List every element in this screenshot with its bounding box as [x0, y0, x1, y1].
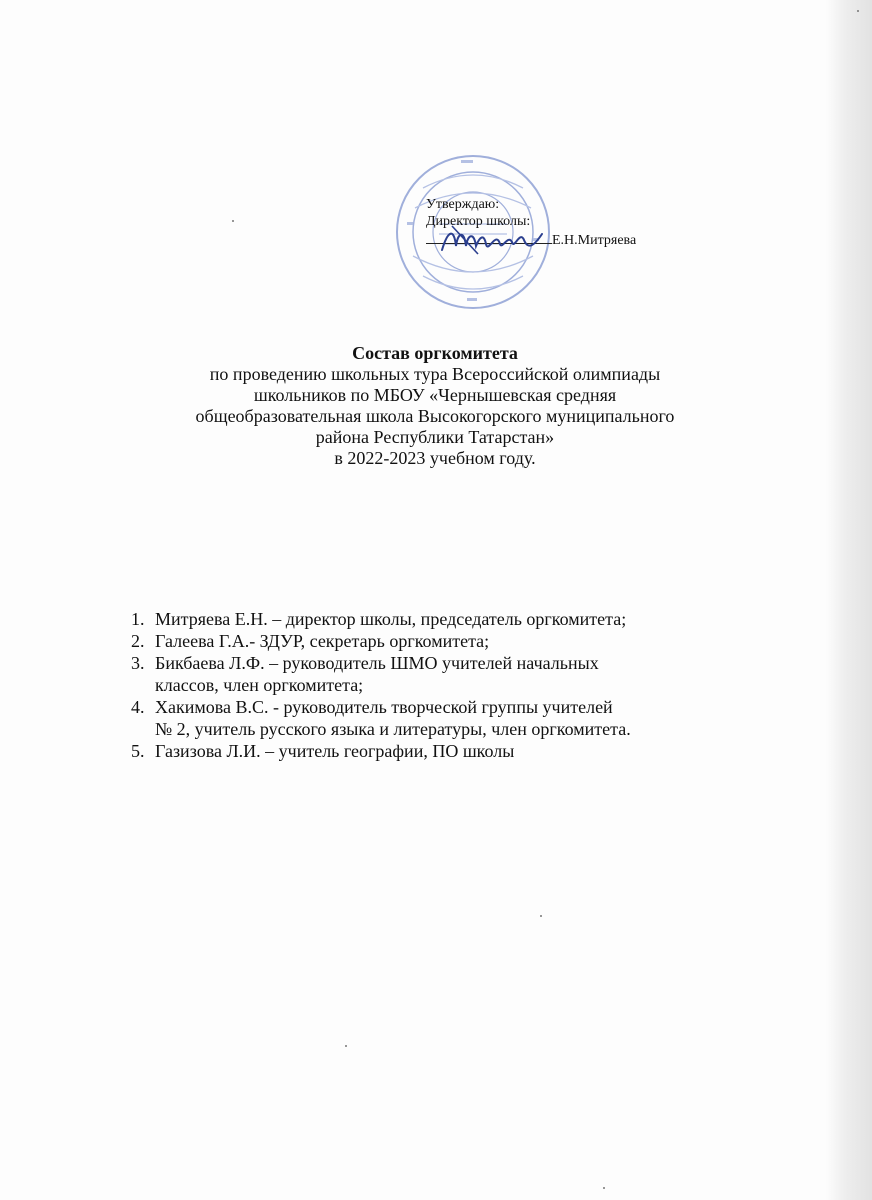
list-item	[131, 740, 791, 762]
approver-position: Директор школы:	[426, 214, 531, 229]
scan-speck	[603, 1187, 605, 1189]
approver-name: Е.Н.Митряева	[552, 233, 637, 248]
item-text-continued: классов, член оргкомитета;	[155, 675, 364, 695]
document-title: Состав оргкомитета	[352, 343, 518, 363]
item-text: Митряева Е.Н. – директор школы, председатель оргкомитета;	[155, 609, 627, 629]
list-item	[131, 630, 791, 652]
committee-members-list	[131, 608, 791, 762]
scan-speck	[857, 10, 859, 12]
item-text: Бикбаева Л.Ф. – руководитель ШМО учителей начальных	[155, 653, 599, 673]
list-item	[131, 608, 791, 630]
item-number: 1.	[131, 609, 145, 629]
title-line: района Республики Татарстан»	[315, 427, 555, 447]
item-number: 3.	[131, 653, 145, 673]
scan-edge-shadow	[826, 0, 872, 1200]
scan-speck	[345, 1045, 347, 1047]
item-text: Хакимова В.С. - руководитель творческой группы учителей	[155, 697, 613, 717]
signature-row	[426, 230, 726, 252]
item-number: 5.	[131, 741, 145, 761]
scan-speck	[232, 220, 234, 222]
title-line: общеобразовательная школа Высокогорского муниципального	[195, 406, 675, 426]
approval-label: Утверждаю:	[426, 197, 500, 212]
item-text: Газизова Л.И. – учитель географии, ПО школы	[155, 741, 515, 761]
scan-speck	[540, 915, 542, 917]
item-text-continued: № 2, учитель русского языка и литературы, член оргкомитета.	[155, 719, 631, 739]
item-number: 2.	[131, 631, 145, 651]
title-line: по проведению школьных тура Всероссийской олимпиады	[209, 364, 661, 384]
handwritten-signature	[438, 220, 548, 260]
title-line: школьников по МБОУ «Чернышевская средняя	[253, 385, 617, 405]
list-item	[131, 696, 791, 740]
item-text: Галеева Г.А.- ЗДУР, секретарь оргкомитета;	[155, 631, 490, 651]
title-line: в 2022-2023 учебном году.	[334, 448, 536, 468]
document-title-block	[100, 343, 770, 469]
list-item	[131, 652, 791, 696]
approval-block	[426, 196, 726, 252]
item-number: 4.	[131, 697, 145, 717]
